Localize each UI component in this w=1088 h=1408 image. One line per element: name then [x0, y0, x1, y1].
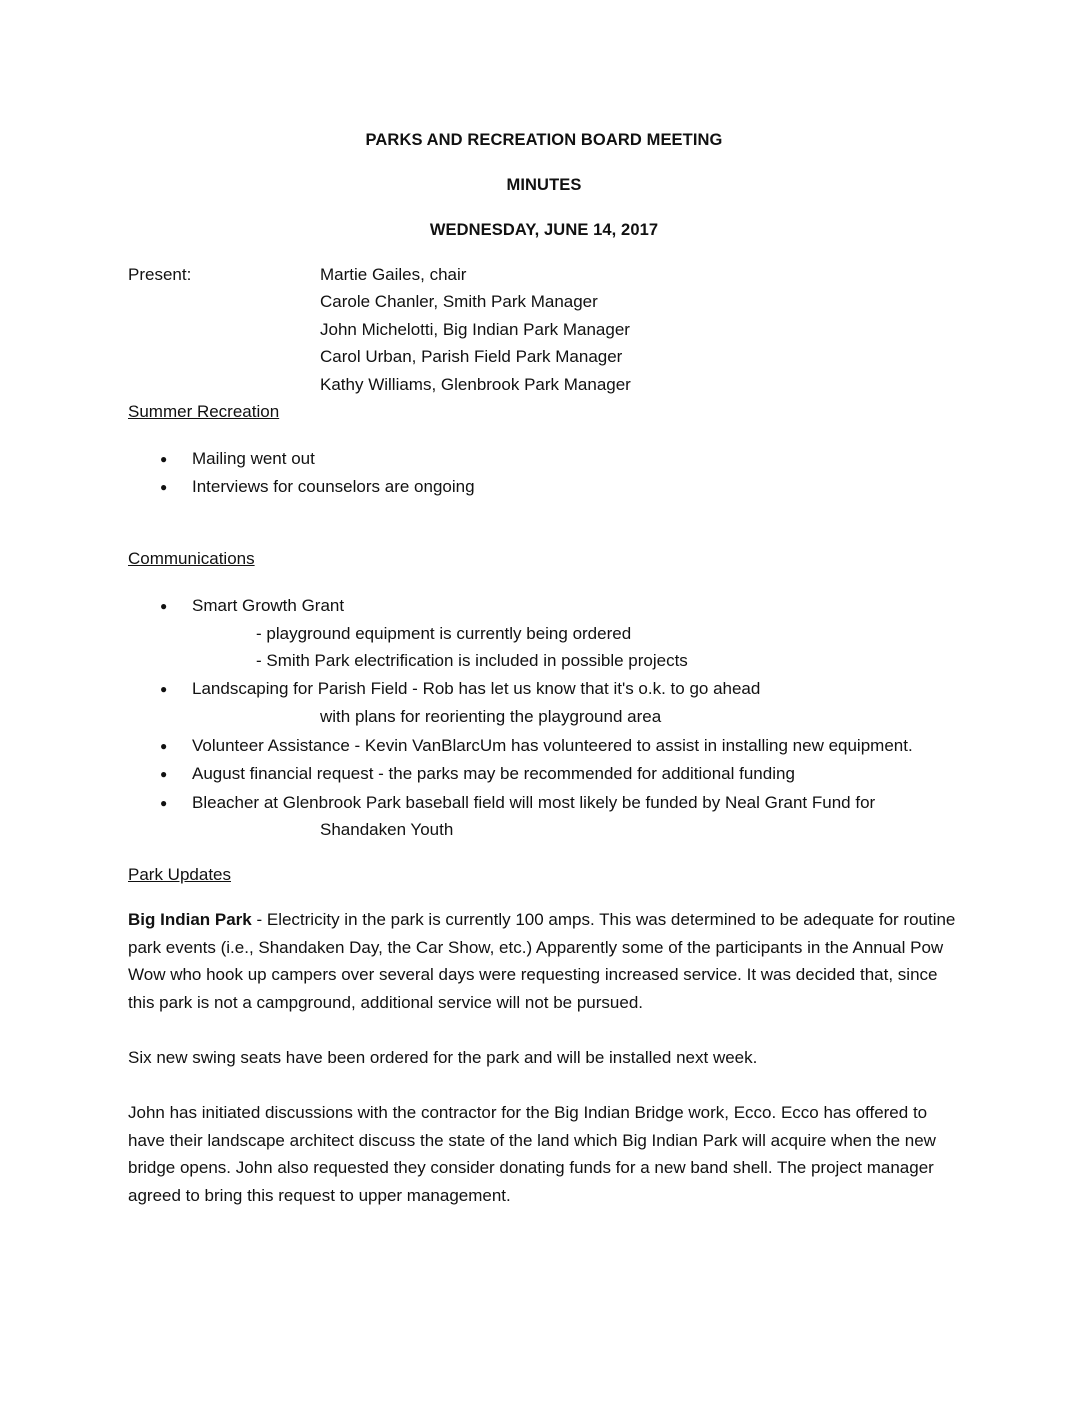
document-subtitle: MINUTES	[506, 176, 582, 194]
sub-list-item: - playground equipment is currently being ordered	[256, 624, 632, 643]
big-indian-park-paragraph	[128, 906, 963, 1016]
bullet-icon: ●	[160, 599, 168, 613]
list-item: Volunteer Assistance - Kevin VanBlarcUm has volunteered to assist in installing new equipment.	[192, 736, 913, 755]
list-item: Interviews for counselors are ongoing	[192, 477, 475, 496]
attendee: Carole Chanler, Smith Park Manager	[320, 292, 598, 311]
section-heading-communications: Communications	[128, 549, 255, 568]
list-item-continuation: with plans for reorienting the playground area	[320, 707, 662, 726]
attendee: Martie Gailes, chair	[320, 265, 467, 284]
big-indian-park-label: Big Indian Park	[128, 910, 252, 929]
big-indian-park-text: - Electricity in the park is currently 100 amps. This was determined to be adequate for routine park events (i.e., Shandaken Day, the Car Show, etc.) Apparently some of the participants in the Annual Pow Wow who hook up campers over several days were requesting increased service. It was decided that, since this park is not a campground, additional service will not be pursued.	[128, 910, 956, 1012]
list-item: Landscaping for Parish Field - Rob has let us know that it's o.k. to go ahead	[192, 679, 761, 698]
bullet-icon: ●	[160, 480, 168, 494]
swing-seats-paragraph: Six new swing seats have been ordered for the park and will be installed next week.	[128, 1048, 758, 1067]
list-item: August financial request - the parks may be recommended for additional funding	[192, 764, 795, 783]
contractor-paragraph: John has initiated discussions with the contractor for the Big Indian Bridge work, Ecco. Ecco has offered to have their landscape architect discuss the state of the land which Big Indian Park will acquire when the new bridge opens. John also requested they consider donating funds for a new band shell. The project manager agreed to bring this request to upper management.	[128, 1103, 936, 1205]
list-item: Bleacher at Glenbrook Park baseball field will most likely be funded by Neal Grant Fund for	[192, 793, 876, 812]
bullet-icon: ●	[160, 767, 168, 781]
list-item-continuation: Shandaken Youth	[320, 820, 454, 839]
present-label: Present:	[128, 265, 192, 284]
bullet-icon: ●	[160, 739, 168, 753]
list-item: Mailing went out	[192, 449, 315, 468]
section-heading-summer-recreation: Summer Recreation	[128, 402, 280, 421]
list-item: Smart Growth Grant	[192, 596, 345, 615]
attendee: Carol Urban, Parish Field Park Manager	[320, 347, 623, 366]
meeting-date: WEDNESDAY, JUNE 14, 2017	[429, 221, 659, 239]
section-heading-park-updates: Park Updates	[128, 865, 231, 884]
attendee: John Michelotti, Big Indian Park Manager	[320, 320, 630, 339]
sub-list-item: - Smith Park electrification is included in possible projects	[256, 651, 688, 670]
attendee: Kathy Williams, Glenbrook Park Manager	[320, 375, 631, 394]
bullet-icon: ●	[160, 452, 168, 466]
document-title: PARKS AND RECREATION BOARD MEETING	[365, 131, 723, 149]
bullet-icon: ●	[160, 796, 168, 810]
bullet-icon: ●	[160, 682, 168, 696]
